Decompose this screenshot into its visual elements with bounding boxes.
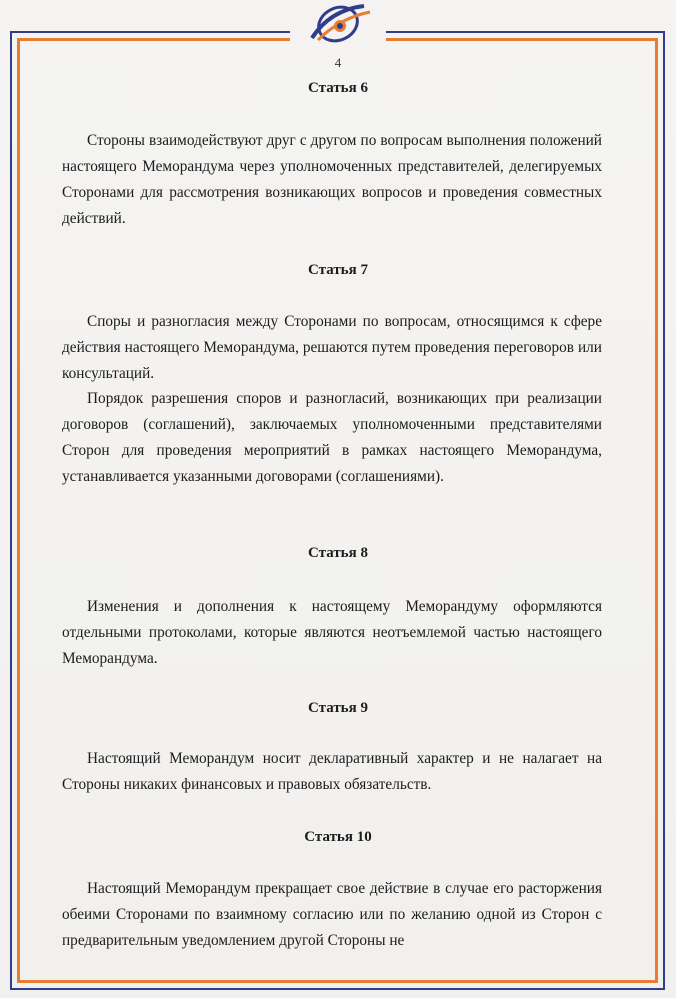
article-7-paragraph-1: Споры и разногласия между Сторонами по вопросам, относящимся к сфере действия настоящего Меморандума, решаются путем проведения переговоров или консультаций. — [62, 313, 602, 382]
article-9-heading: Статья 9 — [308, 700, 368, 716]
article-10-paragraph-1: Настоящий Меморандум прекращает свое действие в случае его расторжения обеими Сторонами по взаимному согласию или по желанию одной из Сторон с предварительным уведомлением другой Стороны не — [62, 880, 602, 949]
article-8-heading: Статья 8 — [308, 545, 368, 561]
article-9-paragraph-1: Настоящий Меморандум носит декларативный характер и не налагает на Стороны никаких финансовых и правовых обязательств. — [62, 750, 602, 793]
article-7-heading: Статья 7 — [308, 262, 368, 278]
article-10-heading: Статья 10 — [304, 829, 372, 845]
article-6-heading: Статья 6 — [308, 80, 368, 96]
article-8-paragraph-1: Изменения и дополнения к настоящему Меморандуму оформляются отдельными протоколами, которые являются неотъемлемой частью настоящего Меморандума. — [62, 598, 602, 667]
emblem-logo — [290, 0, 386, 44]
article-6-paragraph-1: Стороны взаимодействуют друг с другом по вопросам выполнения положений настоящего Меморандума через уполномоченных представителей, делегируемых Сторонами для рассмотрения возникающих вопросов и проведения совместных действий. — [62, 132, 602, 227]
article-7-paragraph-2: Порядок разрешения споров и разногласий, возникающих при реализации договоров (соглашений), заключаемых уполномоченными представителями Сторон для проведения мероприятий в рамках настоящего Меморандума, устанавливается указанными договорами (соглашениями). — [62, 390, 602, 485]
page-number: 4 — [334, 55, 342, 70]
